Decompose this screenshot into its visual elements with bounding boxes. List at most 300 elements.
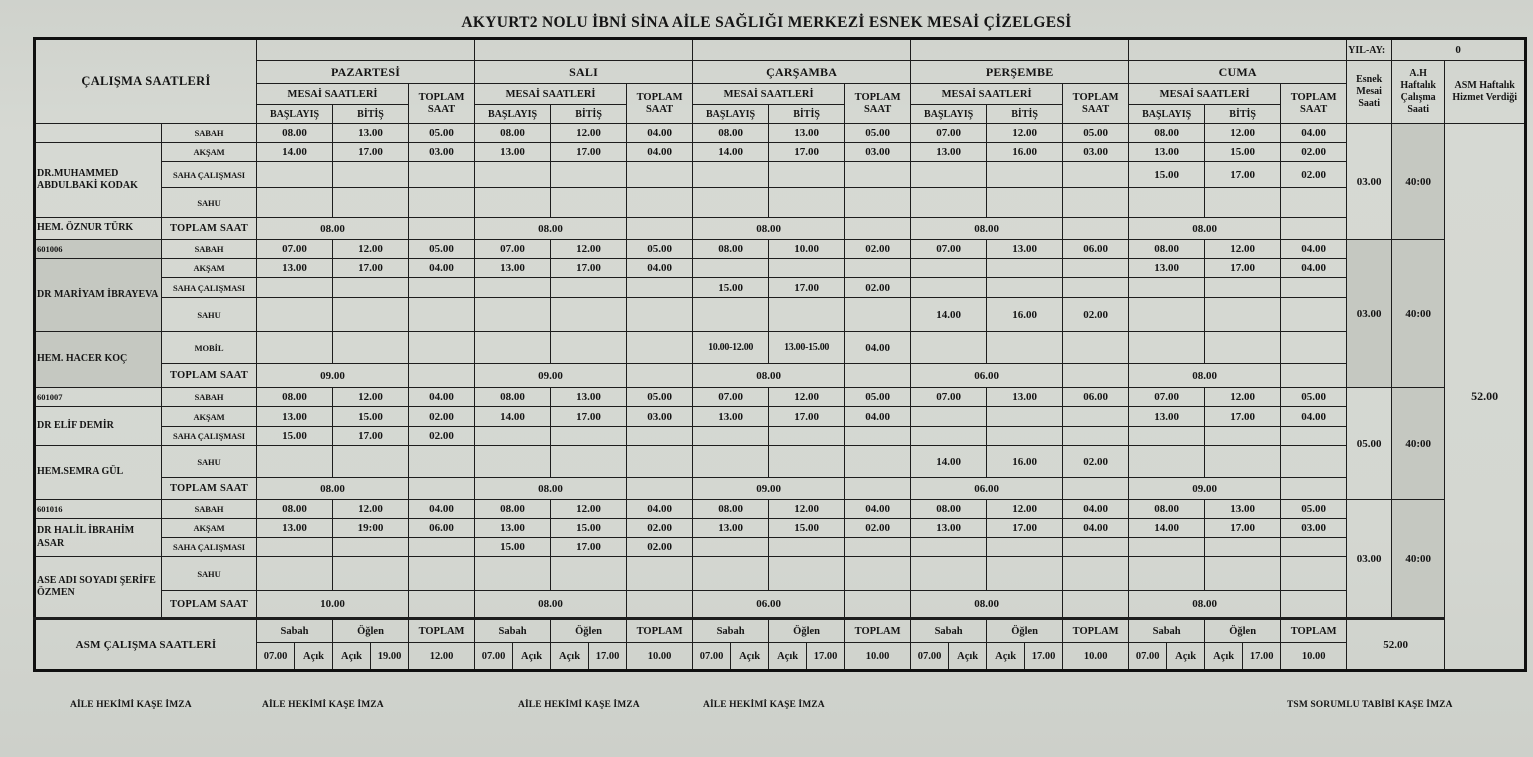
start-time: 08.00	[475, 500, 551, 519]
shift-hours: 03.00	[1281, 519, 1347, 538]
end-time: 17.00	[987, 519, 1063, 538]
schedule-row	[35, 278, 1526, 298]
end-time	[769, 538, 845, 557]
total-hours-header: TOPLAM SAAT	[845, 84, 911, 124]
start-time	[257, 298, 333, 332]
asm-day-total: 10.00	[845, 643, 911, 671]
schedule-row	[35, 240, 1526, 259]
end-time: 17.00	[769, 278, 845, 298]
asm-status: Açık	[513, 643, 551, 671]
shift-hours: 04.00	[1281, 124, 1347, 143]
end-time	[1205, 332, 1281, 364]
asm-total-header: TOPLAM	[409, 619, 475, 643]
day-header-wednesday: ÇARŞAMBA	[693, 61, 911, 84]
end-time	[987, 259, 1063, 278]
start-time	[911, 557, 987, 591]
end-time	[551, 298, 627, 332]
asm-total-header: TOPLAM	[1281, 619, 1347, 643]
end-time	[551, 278, 627, 298]
family-doctor-signature-label: AİLE HEKİMİ KAŞE İMZA	[703, 700, 825, 710]
empty-cell	[627, 364, 693, 388]
shift-hours: 04.00	[1063, 500, 1129, 519]
schedule-row	[35, 500, 1526, 519]
shift-hours	[845, 188, 911, 218]
shift-hours	[1063, 162, 1129, 188]
start-time	[911, 188, 987, 218]
asm-noon-header: Öğlen	[769, 619, 845, 643]
shift-hours: 04.00	[1281, 259, 1347, 278]
start-time	[1129, 332, 1205, 364]
row-label: SAHA ÇALIŞMASI	[162, 538, 257, 557]
asm-noon-header: Öğlen	[333, 619, 409, 643]
day-total-hours: 06.00	[911, 364, 1063, 388]
end-time: 12.00	[1205, 388, 1281, 407]
asm-status: Açık	[1167, 643, 1205, 671]
shift-hours: 02.00	[627, 538, 693, 557]
start-time	[693, 259, 769, 278]
end-time	[333, 557, 409, 591]
start-time	[693, 298, 769, 332]
end-time	[769, 259, 845, 278]
end-header: BİTİŞ	[333, 105, 409, 124]
asm-morning-header: Sabah	[693, 619, 769, 643]
practice-id: 601016	[35, 500, 162, 519]
shift-hours	[627, 446, 693, 478]
end-time	[333, 162, 409, 188]
start-time	[1129, 188, 1205, 218]
start-time: 07.00	[911, 124, 987, 143]
start-time: 13.00	[1129, 407, 1205, 427]
end-time	[551, 446, 627, 478]
end-time	[551, 427, 627, 446]
shift-hours	[409, 446, 475, 478]
shift-hours	[409, 557, 475, 591]
asm-close-time: 17.00	[1025, 643, 1063, 671]
row-label: SABAH	[162, 500, 257, 519]
start-time: 08.00	[257, 500, 333, 519]
start-time: 07.00	[257, 240, 333, 259]
start-header: BAŞLAYIŞ	[911, 105, 987, 124]
start-time: 08.00	[475, 124, 551, 143]
end-time: 13.00	[333, 124, 409, 143]
total-hours-header: TOPLAM SAAT	[627, 84, 693, 124]
flex-hours-value: 03.00	[1347, 124, 1392, 240]
start-time	[475, 332, 551, 364]
end-time	[333, 188, 409, 218]
doctor-name: DR HALİL İBRAHİM ASAR	[35, 519, 162, 557]
shift-hours: 04.00	[1063, 519, 1129, 538]
schedule-row	[35, 557, 1526, 591]
schedule-row	[35, 591, 1526, 619]
day-total-hours: 08.00	[475, 591, 627, 619]
start-time: 08.00	[1129, 240, 1205, 259]
shift-hours-header: MESAİ SAATLERİ	[1129, 84, 1281, 105]
row-label: SABAH	[162, 240, 257, 259]
shift-hours: 02.00	[409, 407, 475, 427]
end-time	[333, 298, 409, 332]
shift-hours: 05.00	[1063, 124, 1129, 143]
row-label: SAHU	[162, 446, 257, 478]
end-header: BİTİŞ	[1205, 105, 1281, 124]
end-time: 17.00	[1205, 519, 1281, 538]
shift-hours	[845, 298, 911, 332]
shift-hours	[1063, 407, 1129, 427]
end-time	[987, 407, 1063, 427]
end-time: 17.00	[551, 538, 627, 557]
shift-hours	[409, 298, 475, 332]
row-label: MOBİL	[162, 332, 257, 364]
asm-open-time: 07.00	[257, 643, 295, 671]
start-time	[911, 538, 987, 557]
asm-close-time: 17.00	[807, 643, 845, 671]
start-time: 13.00	[475, 143, 551, 162]
tsm-responsible-signature-label: TSM SORUMLU TABİBİ KAŞE İMZA	[1287, 700, 1453, 710]
schedule-row	[35, 259, 1526, 278]
shift-hours	[409, 332, 475, 364]
shift-hours: 03.00	[627, 407, 693, 427]
end-time	[551, 162, 627, 188]
start-time	[1129, 298, 1205, 332]
shift-hours: 05.00	[409, 124, 475, 143]
day-total-hours: 08.00	[693, 364, 845, 388]
asm-day-total: 10.00	[627, 643, 693, 671]
end-time: 10.00	[769, 240, 845, 259]
shift-hours: 04.00	[627, 143, 693, 162]
asm-noon-header: Öğlen	[987, 619, 1063, 643]
empty-cell	[845, 218, 911, 240]
nurse-name: HEM. HACER KOÇ	[35, 332, 162, 388]
end-time: 19:00	[333, 519, 409, 538]
asm-morning-header: Sabah	[475, 619, 551, 643]
asm-status: Açık	[987, 643, 1025, 671]
row-label: AKŞAM	[162, 259, 257, 278]
asm-status: Açık	[1205, 643, 1243, 671]
empty-cell	[627, 591, 693, 619]
start-time: 13.00	[911, 143, 987, 162]
row-label: SAHU	[162, 298, 257, 332]
end-time: 13.00	[551, 388, 627, 407]
schedule-row	[35, 407, 1526, 427]
shift-hours	[1281, 298, 1347, 332]
row-label: TOPLAM SAAT	[162, 364, 257, 388]
asm-morning-header: Sabah	[1129, 619, 1205, 643]
start-time	[257, 278, 333, 298]
shift-hours: 05.00	[627, 388, 693, 407]
shift-hours: 05.00	[845, 124, 911, 143]
start-time: 14.00	[693, 143, 769, 162]
end-time: 17.00	[333, 427, 409, 446]
asm-open-time: 07.00	[911, 643, 949, 671]
start-time: 13.00	[1129, 259, 1205, 278]
family-doctor-signature-label: AİLE HEKİMİ KAŞE İMZA	[262, 700, 384, 710]
asm-status: Açık	[295, 643, 333, 671]
start-time	[257, 446, 333, 478]
start-time	[475, 162, 551, 188]
end-header: BİTİŞ	[987, 105, 1063, 124]
end-time: 16.00	[987, 143, 1063, 162]
shift-hours	[845, 259, 911, 278]
shift-hours: 06.00	[1063, 388, 1129, 407]
shift-hours: 03.00	[1063, 143, 1129, 162]
shift-hours: 04.00	[627, 124, 693, 143]
spacer-cell	[1129, 39, 1347, 61]
shift-hours: 02.00	[845, 240, 911, 259]
end-time	[1205, 278, 1281, 298]
weekly-hours-value: 40:00	[1392, 388, 1445, 500]
shift-hours	[1281, 188, 1347, 218]
asm-close-time: 19.00	[371, 643, 409, 671]
asm-total-header: TOPLAM	[845, 619, 911, 643]
shift-hours: 05.00	[627, 240, 693, 259]
end-time: 17.00	[1205, 162, 1281, 188]
shift-hours	[1281, 538, 1347, 557]
start-time: 08.00	[911, 500, 987, 519]
year-month-label: YIL-AY:	[1347, 39, 1392, 61]
shift-hours: 04.00	[409, 388, 475, 407]
start-time	[1129, 446, 1205, 478]
shift-hours: 02.00	[1281, 162, 1347, 188]
shift-hours	[1281, 446, 1347, 478]
spacer-cell	[911, 39, 1129, 61]
empty-cell	[845, 364, 911, 388]
row-label: SAHU	[162, 557, 257, 591]
weekly-hours-value: 40:00	[1392, 124, 1445, 240]
schedule-row	[35, 538, 1526, 557]
start-header: BAŞLAYIŞ	[475, 105, 551, 124]
day-total-hours: 08.00	[1129, 591, 1281, 619]
shift-hours: 04.00	[627, 259, 693, 278]
end-time	[987, 332, 1063, 364]
day-header-thursday: PERŞEMBE	[911, 61, 1129, 84]
start-time: 08.00	[257, 124, 333, 143]
shift-hours	[1063, 259, 1129, 278]
end-time	[987, 188, 1063, 218]
day-total-hours: 09.00	[257, 364, 409, 388]
start-header: BAŞLAYIŞ	[1129, 105, 1205, 124]
start-time: 07.00	[911, 388, 987, 407]
start-time: 08.00	[257, 388, 333, 407]
end-time: 17.00	[1205, 407, 1281, 427]
end-time: 12.00	[333, 388, 409, 407]
shift-hours: 04.00	[845, 332, 911, 364]
end-time	[769, 557, 845, 591]
asm-status: Açık	[731, 643, 769, 671]
asm-day-total: 10.00	[1281, 643, 1347, 671]
start-time: 15.00	[475, 538, 551, 557]
shift-hours	[627, 298, 693, 332]
day-total-hours: 08.00	[911, 218, 1063, 240]
end-time: 12.00	[769, 500, 845, 519]
nurse-name: HEM.SEMRA GÜL	[35, 446, 162, 500]
asm-morning-header: Sabah	[257, 619, 333, 643]
row-label: SAHA ÇALIŞMASI	[162, 278, 257, 298]
empty-cell	[1063, 478, 1129, 500]
row-label: SAHA ÇALIŞMASI	[162, 427, 257, 446]
start-time	[475, 446, 551, 478]
asm-weekly-service-total: 52.00	[1445, 124, 1526, 671]
shift-hours	[1063, 538, 1129, 557]
flex-hours-value: 03.00	[1347, 240, 1392, 388]
shift-hours	[627, 162, 693, 188]
start-time	[911, 162, 987, 188]
day-header-tuesday: SALI	[475, 61, 693, 84]
empty-cell	[627, 218, 693, 240]
start-time	[693, 446, 769, 478]
asm-subheader-row	[35, 619, 1526, 643]
end-time	[333, 446, 409, 478]
end-time: 16.00	[987, 446, 1063, 478]
end-time	[769, 188, 845, 218]
start-time	[911, 259, 987, 278]
end-time: 17.00	[333, 259, 409, 278]
practice-id: 601006	[35, 240, 162, 259]
day-total-hours: 09.00	[693, 478, 845, 500]
row-label: TOPLAM SAAT	[162, 478, 257, 500]
shift-hours: 03.00	[409, 143, 475, 162]
end-time: 13.00-15.00	[769, 332, 845, 364]
day-total-hours: 08.00	[693, 218, 845, 240]
shift-hours: 05.00	[1281, 388, 1347, 407]
shift-hours	[1063, 188, 1129, 218]
end-time	[1205, 446, 1281, 478]
schedule-row	[35, 124, 1526, 143]
start-time	[1129, 278, 1205, 298]
start-time	[475, 427, 551, 446]
start-time: 13.00	[475, 259, 551, 278]
row-label: TOPLAM SAAT	[162, 218, 257, 240]
asm-total-header: TOPLAM	[627, 619, 693, 643]
start-time: 13.00	[693, 519, 769, 538]
shift-hours-header: MESAİ SAATLERİ	[475, 84, 627, 105]
end-time	[551, 188, 627, 218]
shift-hours: 02.00	[845, 519, 911, 538]
end-time: 12.00	[1205, 240, 1281, 259]
shift-hours	[627, 188, 693, 218]
start-header: BAŞLAYIŞ	[257, 105, 333, 124]
shift-hours: 06.00	[1063, 240, 1129, 259]
shift-hours: 02.00	[1063, 446, 1129, 478]
start-time	[911, 332, 987, 364]
empty-cell	[1281, 591, 1347, 619]
start-time: 14.00	[257, 143, 333, 162]
end-time	[987, 538, 1063, 557]
schedule-row	[35, 188, 1526, 218]
end-time	[1205, 298, 1281, 332]
schedule-row	[35, 332, 1526, 364]
doctor-name: DR ELİF DEMİR	[35, 407, 162, 446]
end-time: 17.00	[1205, 259, 1281, 278]
end-time: 12.00	[333, 500, 409, 519]
row-label: SAHA ÇALIŞMASI	[162, 162, 257, 188]
row-label: AKŞAM	[162, 519, 257, 538]
start-time: 10.00-12.00	[693, 332, 769, 364]
end-time	[987, 427, 1063, 446]
empty-cell	[409, 478, 475, 500]
start-time	[1129, 557, 1205, 591]
asm-day-total: 10.00	[1063, 643, 1129, 671]
day-total-hours: 08.00	[257, 478, 409, 500]
row-label: AKŞAM	[162, 143, 257, 162]
start-time: 14.00	[911, 446, 987, 478]
end-time	[1205, 427, 1281, 446]
empty-cell	[1281, 218, 1347, 240]
start-time	[257, 188, 333, 218]
shift-hours	[1281, 427, 1347, 446]
spacer-cell	[475, 39, 693, 61]
total-hours-header: TOPLAM SAAT	[1063, 84, 1129, 124]
schedule-row	[35, 364, 1526, 388]
day-total-hours: 08.00	[475, 478, 627, 500]
start-time	[257, 332, 333, 364]
start-time	[693, 557, 769, 591]
shift-hours: 02.00	[627, 519, 693, 538]
start-time: 14.00	[1129, 519, 1205, 538]
shift-hours	[1281, 332, 1347, 364]
start-time: 08.00	[693, 240, 769, 259]
doctor-name: DR.MUHAMMED ABDULBAKİ KODAK	[35, 143, 162, 218]
empty-cell	[627, 478, 693, 500]
shift-hours: 04.00	[1281, 240, 1347, 259]
end-time: 12.00	[987, 124, 1063, 143]
empty-cell	[409, 591, 475, 619]
shift-hours	[409, 188, 475, 218]
total-hours-header: TOPLAM SAAT	[409, 84, 475, 124]
start-time: 07.00	[1129, 388, 1205, 407]
nurse-name: HEM. ÖZNUR TÜRK	[35, 218, 162, 240]
end-time: 12.00	[987, 500, 1063, 519]
start-time: 15.00	[257, 427, 333, 446]
end-time: 17.00	[551, 259, 627, 278]
start-time	[693, 162, 769, 188]
nurse-name: ASE ADI SOYADI ŞERİFE ÖZMEN	[35, 557, 162, 619]
asm-working-hours-label: ASM ÇALIŞMA SAATLERİ	[35, 619, 257, 671]
shift-hours: 04.00	[1281, 407, 1347, 427]
shift-hours	[1281, 557, 1347, 591]
schedule-row	[35, 478, 1526, 500]
end-time	[769, 446, 845, 478]
asm-noon-header: Öğlen	[1205, 619, 1281, 643]
day-total-hours: 08.00	[257, 218, 409, 240]
day-total-hours: 06.00	[911, 478, 1063, 500]
start-time: 08.00	[693, 500, 769, 519]
shift-hours: 02.00	[1063, 298, 1129, 332]
shift-hours: 05.00	[845, 388, 911, 407]
end-time: 17.00	[769, 143, 845, 162]
end-time	[333, 278, 409, 298]
start-time: 13.00	[257, 259, 333, 278]
empty-cell	[845, 478, 911, 500]
flex-hours-header: Esnek Mesai Saati	[1347, 61, 1392, 124]
empty-cell	[1063, 591, 1129, 619]
end-time: 12.00	[551, 500, 627, 519]
end-header: BİTİŞ	[769, 105, 845, 124]
start-time	[475, 188, 551, 218]
start-time	[257, 538, 333, 557]
row-label: SAHU	[162, 188, 257, 218]
start-time	[693, 188, 769, 218]
start-time: 07.00	[693, 388, 769, 407]
end-time: 13.00	[769, 124, 845, 143]
day-total-hours: 10.00	[257, 591, 409, 619]
schedule-row	[35, 427, 1526, 446]
start-time	[257, 162, 333, 188]
total-hours-header: TOPLAM SAAT	[1281, 84, 1347, 124]
end-time	[333, 538, 409, 557]
shift-hours: 05.00	[409, 240, 475, 259]
weekly-hours-value: 40:00	[1392, 500, 1445, 619]
asm-open-time: 07.00	[475, 643, 513, 671]
start-header: BAŞLAYIŞ	[693, 105, 769, 124]
